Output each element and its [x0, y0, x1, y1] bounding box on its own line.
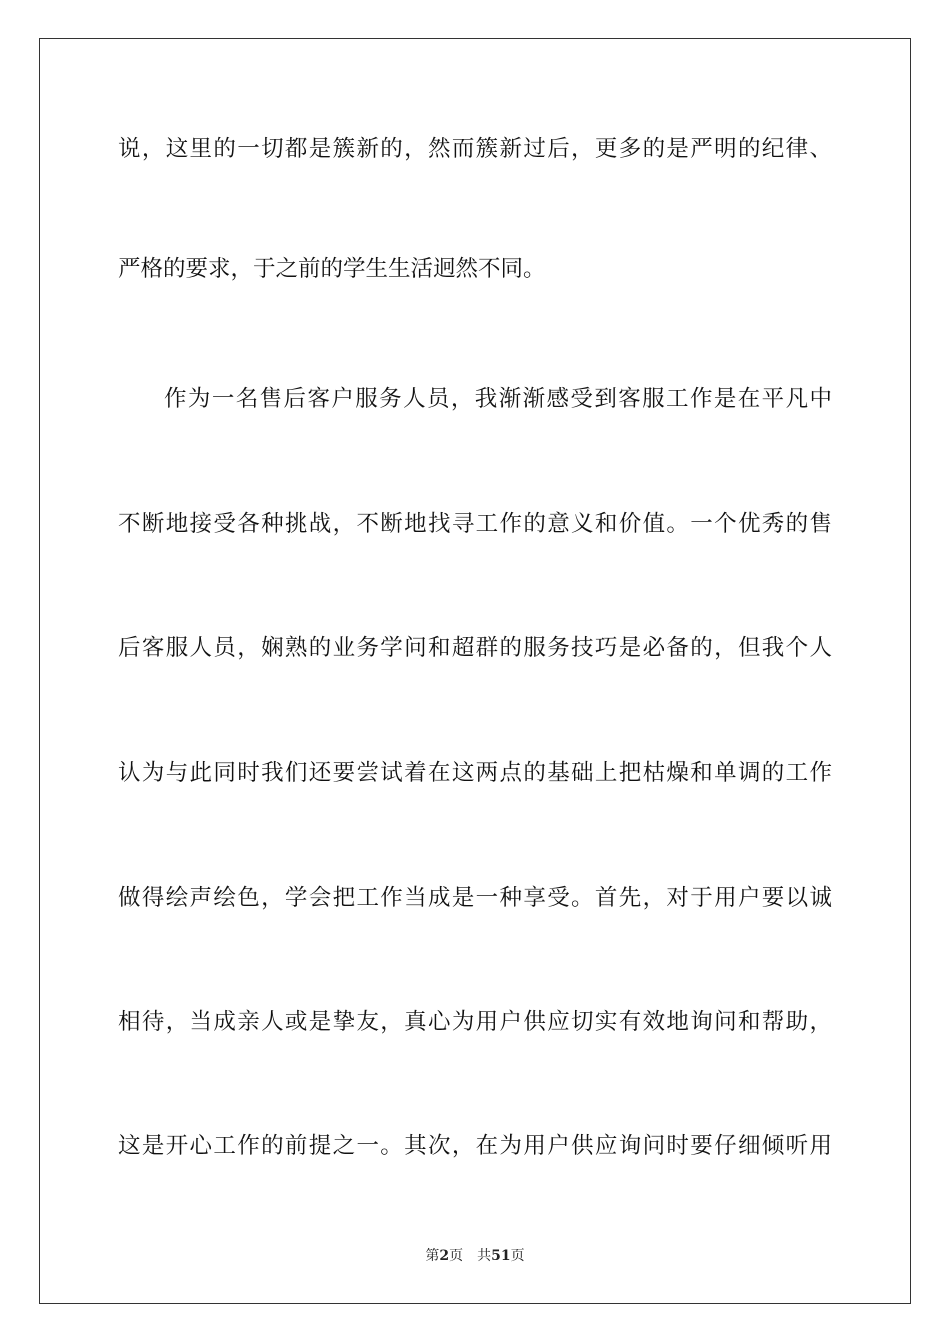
- footer-total-prefix: 共: [477, 1248, 492, 1264]
- text-line-5: 后客服人员，娴熟的业务学问和超群的服务技巧是必备的，但我个人: [118, 635, 832, 661]
- footer-total-suffix: 页: [510, 1248, 525, 1264]
- text-line-6: 认为与此同时我们还要尝试着在这两点的基础上把枯燥和单调的工作: [118, 760, 832, 786]
- footer-page-suffix: 页: [449, 1248, 464, 1264]
- text-line-9: 这是开心工作的前提之一。其次，在为用户供应询问时要仔细倾听用: [118, 1133, 832, 1159]
- footer-total-pages: 51: [491, 1248, 511, 1264]
- page-footer: [0, 1246, 950, 1266]
- footer-page-number: 2: [439, 1248, 450, 1264]
- text-line-8: 相待，当成亲人或是挚友，真心为用户供应切实有效地询问和帮助，: [118, 1009, 832, 1035]
- text-line-3: 作为一名售后客户服务人员，我渐渐感受到客服工作是在平凡中: [164, 386, 832, 412]
- text-line-2: 严格的要求，于之前的学生生活迥然不同。: [118, 256, 546, 282]
- footer-page-prefix: 第: [425, 1248, 440, 1264]
- text-line-7: 做得绘声绘色，学会把工作当成是一种享受。首先，对于用户要以诚: [118, 885, 832, 911]
- text-line-1: 说，这里的一切都是簇新的，然而簇新过后，更多的是严明的纪律、: [118, 136, 832, 162]
- text-line-4: 不断地接受各种挑战，不断地找寻工作的意义和价值。一个优秀的售: [118, 511, 832, 537]
- page-border: [39, 38, 911, 1304]
